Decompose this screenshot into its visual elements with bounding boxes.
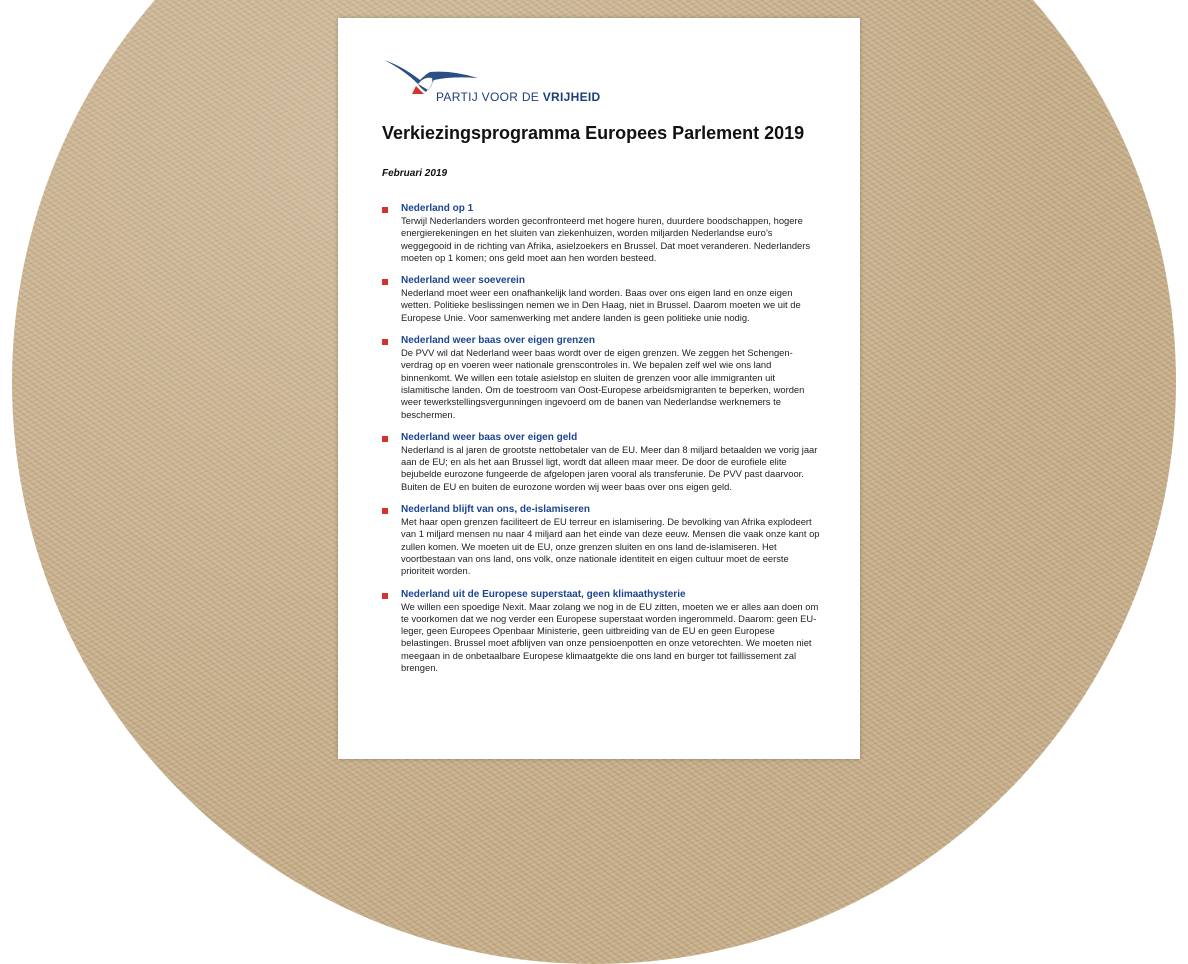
section-superstaat bbox=[382, 589, 822, 675]
section-soeverein bbox=[382, 275, 822, 324]
pvv-logo bbox=[382, 56, 622, 108]
section-heading: Nederland uit de Europese superstaat, geen klimaathysterie bbox=[401, 588, 686, 600]
sections-list bbox=[382, 203, 822, 685]
document-page bbox=[338, 18, 860, 759]
document-date: Februari 2019 bbox=[382, 168, 448, 179]
section-heading: Nederland weer baas over eigen geld bbox=[401, 431, 578, 443]
section-body: Nederland moet weer een onafhankelijk land worden. Baas over ons eigen land en onze eigen wetten. Politieke beslissingen nemen we in Den Haag, niet in Brussel. Daarom moeten we uit de Europese Unie. Voor samenwerking met andere landen is geen politieke unie nodig. bbox=[401, 287, 801, 323]
section-heading: Nederland blijft van ons, de-islamiseren bbox=[401, 504, 590, 516]
bullet-icon bbox=[382, 436, 388, 442]
section-de-islamiseren bbox=[382, 504, 822, 577]
bullet-icon bbox=[382, 339, 388, 345]
bullet-icon bbox=[382, 508, 388, 514]
logo-text: PARTIJ VOOR DE VRIJHEID bbox=[436, 90, 601, 104]
section-body: Met haar open grenzen faciliteert de EU terreur en islamisering. De bevolking van Afrika explodeert van 1 miljard mensen nu naar 4 miljard aan het einde van deze eeuw. Mensen die vaak onze kant op zullen komen. We moeten uit de EU, onze grenzen sluiten en ons land de-islamiseren. Het voortbestaan van ons land, ons volk, onze nationale identiteit en eigen cultuur moet de eerste prioriteit worden. bbox=[401, 516, 820, 577]
bullet-icon bbox=[382, 593, 388, 599]
section-body: Terwijl Nederlanders worden geconfronteerd met hogere huren, duurdere boodschappen, hogere energierekeningen en het sluiten van ziekenhuizen, worden miljarden Nederlandse euro’s weggegooid in de richting van Afrika, asielzoekers en Brussel. Dat moet veranderen. Nederlanders moeten op 1 komen; ons geld moet aan hen worden besteed. bbox=[401, 215, 811, 263]
section-body: Nederland is al jaren de grootste nettobetaler van de EU. Meer dan 8 miljard betaalden we vorig jaar aan de EU; en als het aan Brussel ligt, wordt dat alleen maar meer. De door de eurofiele elite bejubelde eurozone fungeerde de afgelopen jaren vooral als transferunie. De PVV past daarvoor. Buiten de EU en buiten de eurozone worden wij weer baas over ons eigen geld. bbox=[401, 443, 818, 492]
section-nederland-op-1 bbox=[382, 203, 822, 264]
section-body: De PVV wil dat Nederland weer baas wordt over de eigen grenzen. We zeggen het Schengen-verdrag op en voeren weer nationale grenscontroles in. We bepalen zelf wel wie ons land binnenkomt. We willen een totale asielstop en sluiten de grenzen voor alle immigranten uit islamitische landen. Om de toestroom van Oost-Europese arbeidsmigranten te beperken, worden weer tewerkstellingsvergunningen ingevoerd om de banen van Nederlandse werknemers te beschermen. bbox=[401, 347, 805, 420]
section-grenzen bbox=[382, 335, 822, 421]
section-heading: Nederland weer soeverein bbox=[401, 275, 525, 287]
bullet-icon bbox=[382, 279, 388, 285]
section-body: We willen een spoedige Nexit. Maar zolang we nog in de EU zitten, moeten we er alles aan doen om te voorkomen dat we nog verder een Europese superstaat worden ingerommeld. Daarom: geen EU-leger, geen Europees Openbaar Ministerie, geen uitbreiding van de EU en geen Europese belastingen. Brussel moet afblijven van onze pensioenpotten en onze vetorechten. We moeten niet meegaan in de onbetaalbare Europese klimaatgekte die ons land en burger tot faillissement zal brengen. bbox=[401, 600, 819, 674]
bullet-icon bbox=[382, 207, 388, 213]
page-title: Verkiezingsprogramma Europees Parlement 2019 bbox=[382, 123, 805, 143]
section-geld bbox=[382, 432, 822, 493]
section-heading: Nederland weer baas over eigen grenzen bbox=[401, 335, 595, 347]
section-heading: Nederland op 1 bbox=[401, 203, 474, 214]
